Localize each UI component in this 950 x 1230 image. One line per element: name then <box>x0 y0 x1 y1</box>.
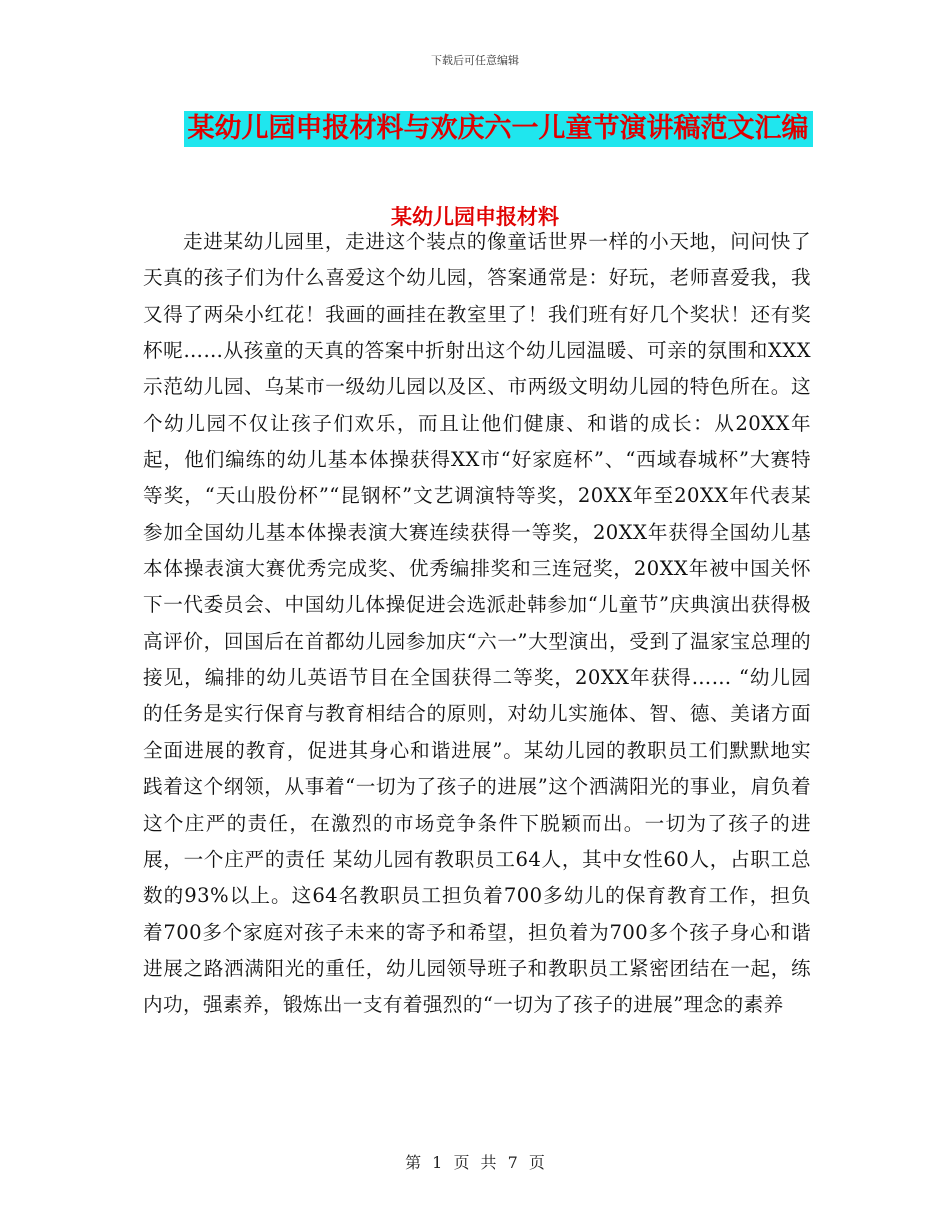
page-header-note: 下载后可任意编辑 <box>431 54 519 67</box>
body-paragraph: 走进某幼儿园里，走进这个装点的像童话世界一样的小天地，问问快了天真的孩子们为什么喜爱这个幼儿园，答案通常是：好玩，老师喜爱我，我又得了两朵小红花！我画的画挂在教室里了！我们班有好几个奖状！还有奖杯呢……从孩童的天真的答案中折射出这个幼儿园温暖、可亲的氛围和XXX示范幼儿园、乌某市一级幼儿园以及区、市两级文明幼儿园的特色所在。这个幼儿园不仅让孩子们欢乐，而且让他们健康、和谐的成长：从20XX年起，他们编练的幼儿基本体操获得XX市“好家庭杯”、“西域春城杯”大赛特等奖，“天山股份杯”“昆钢杯”文艺调演特等奖，20XX年至20XX年代表某参加全国幼儿基本体操表演大赛连续获得一等奖，20XX年获得全国幼儿基本体操表演大赛优秀完成奖、优秀编排奖和三连冠奖，20XX年被中国关怀下一代委员会、中国幼儿体操促进会选派赴韩参加“儿童节”庆典演出获得极高评价，回国后在首都幼儿园参加庆“六一”大型演出，受到了温家宝总理的接见，编排的幼儿英语节目在全国获得二等奖，20XX年获得…… “幼儿园的任务是实行保育与教育相结合的原则，对幼儿实施体、智、德、美诸方面全面进展的教育，促进其身心和谐进展”。某幼儿园的教职员工们默默地实践着这个纲领，从事着“一切为了孩子的进展”这个洒满阳光的事业，肩负着这个庄严的责任，在激烈的市场竞争条件下脱颖而出。一切为了孩子的进展，一个庄严的责任 某幼儿园有教职员工64人，其中女性60人，占职工总数的93%以上。这64名教职员工担负着700多幼儿的保育教育工作，担负着700多个家庭对孩子未来的寄予和希望，担负着为700多个孩子身心和谐进展之路洒满阳光的重任，幼儿园领导班子和教职员工紧密团结在一起，练内功，强素养，锻炼出一支有着强烈的“一切为了孩子的进展”理念的素养 <box>143 230 811 1017</box>
page-number-footer: 第 1 页 共 7 页 <box>405 1153 545 1172</box>
document-title-container <box>0 111 950 147</box>
section-title: 某幼儿园申报材料 <box>391 205 559 229</box>
document-title: 某幼儿园申报材料与欢庆六一儿童节演讲稿范文汇编 <box>184 111 813 147</box>
